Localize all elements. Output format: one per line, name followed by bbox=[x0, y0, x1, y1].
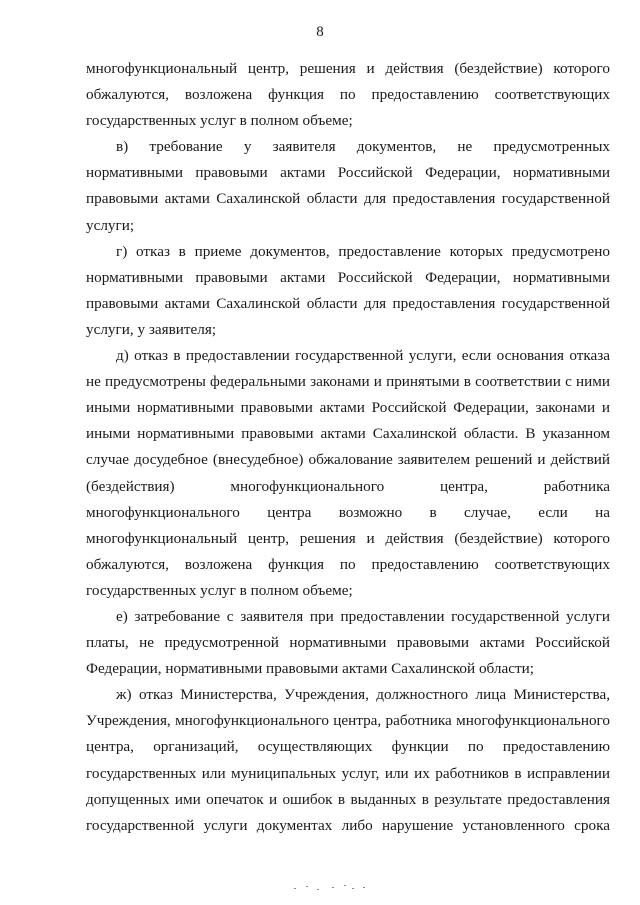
text-line: нормативными правовыми актами Российской Федерации, нормативными bbox=[86, 164, 610, 182]
text-line: Учреждения, многофункционального центра, работника многофункционального bbox=[86, 712, 610, 730]
text-line: многофункциональный центр, решения и действия (бездействие) которого bbox=[86, 529, 610, 547]
text-line: (бездействия) многофункционального центра, работника bbox=[86, 477, 610, 495]
paragraph bbox=[86, 56, 610, 134]
document-body bbox=[86, 56, 610, 839]
text-line: е) затребование с заявителя при предоставлении государственной услуги bbox=[116, 607, 610, 625]
text-line: ж) отказ Министерства, Учреждения, должностного лица Министерства, bbox=[116, 686, 610, 704]
text-line: государственных или муниципальных услуг, или их работников в исправлении bbox=[86, 764, 610, 782]
text-line: услуги; bbox=[86, 216, 135, 234]
paragraph bbox=[86, 682, 610, 839]
text-line: государственной услуги документах либо нарушение установленного срока bbox=[86, 816, 610, 834]
text-line: государственных услуг в полном объеме; bbox=[86, 581, 353, 599]
text-line: платы, не предусмотренной нормативными правовыми актами Российской bbox=[86, 634, 610, 652]
text-line: в) требование у заявителя документов, не предусмотренных bbox=[116, 138, 610, 156]
text-line: иными нормативными правовыми актами Сахалинской области. В указанном bbox=[86, 425, 610, 443]
text-line: обжалуются, возложена функция по предоставлению соответствующих bbox=[86, 86, 610, 104]
text-line: Федерации, нормативными правовыми актами Сахалинской области; bbox=[86, 660, 534, 678]
text-line: обжалуются, возложена функция по предоставлению соответствующих bbox=[86, 555, 610, 573]
paragraph bbox=[86, 604, 610, 682]
paragraph bbox=[86, 239, 610, 343]
page-number: 8 bbox=[316, 24, 324, 40]
text-line: г) отказ в приеме документов, предоставление которых предусмотрено bbox=[116, 242, 610, 260]
text-line: услуги, у заявителя; bbox=[86, 320, 217, 338]
text-line: допущенных ими опечаток и ошибок в выданных в результате предоставления bbox=[86, 790, 610, 808]
text-line: государственных услуг в полном объеме; bbox=[86, 112, 353, 130]
text-line: д) отказ в предоставлении государственной услуги, если основания отказа bbox=[116, 347, 610, 365]
text-line: случае досудебное (внесудебное) обжалование заявителем решений и действий bbox=[86, 451, 610, 469]
text-line: нормативными правовыми актами Российской Федерации, нормативными bbox=[86, 268, 610, 286]
text-line: центра, организаций, осуществляющих функции по предоставлению bbox=[86, 738, 610, 756]
text-line: правовыми актами Сахалинской области для предоставления государственной bbox=[86, 190, 610, 208]
text-line: не предусмотрены федеральными законами и принятыми в соответствии с ними bbox=[86, 373, 610, 391]
text-line: многофункционального центра возможно в случае, если на bbox=[86, 503, 610, 521]
text-line: иными нормативными правовыми актами Российской Федерации, законами и bbox=[86, 399, 610, 417]
paragraph bbox=[86, 343, 610, 604]
text-line: правовыми актами Сахалинской области для предоставления государственной bbox=[86, 294, 610, 312]
paragraph bbox=[86, 134, 610, 238]
text-line: многофункциональный центр, решения и действия (бездействие) которого bbox=[86, 60, 610, 77]
scan-artifact bbox=[292, 885, 382, 891]
